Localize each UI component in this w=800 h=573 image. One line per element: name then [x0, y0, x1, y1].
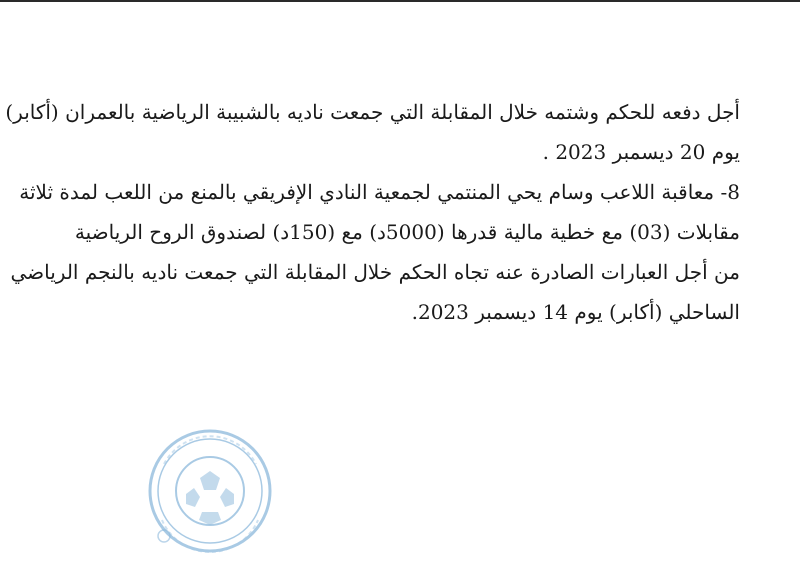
document-body: [5, 92, 740, 332]
text-line: مقابلات (03) مع خطية مالية قدرها (5000د) مع (150د) لصندوق الروح الرياضية: [74, 220, 740, 244]
text-line: 8- معاقبة اللاعب وسام يحي المنتمي لجمعية النادي الإفريقي بالمنع من اللعب لمدة ثلاثة: [19, 180, 740, 204]
text-line: الساحلي (أكابر) يوم 14 ديسمبر 2023.: [411, 300, 740, 324]
text-line: يوم 20 ديسمبر 2023 .: [542, 140, 740, 164]
football-seal-icon: [146, 424, 274, 558]
text-line: من أجل العبارات الصادرة عنه تجاه الحكم خلال المقابلة التي جمعت ناديه بالنجم الرياضي: [10, 260, 740, 284]
scan-top-edge: [0, 0, 800, 2]
text-line: أجل دفعه للحكم وشتمه خلال المقابلة التي جمعت ناديه بالشبيبة الرياضية بالعمران (أكابر): [5, 100, 740, 124]
